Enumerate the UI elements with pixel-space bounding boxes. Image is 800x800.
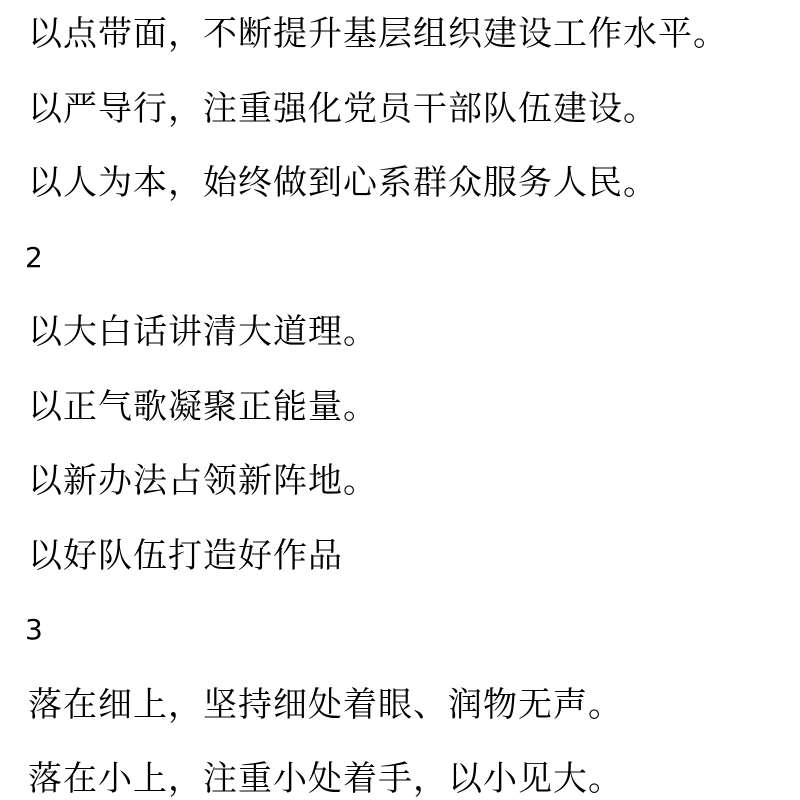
section-number-2: 2 [25,241,44,274]
text-line-base-organization: 以点带面，不断提升基层组织建设工作水平。 [28,14,728,54]
text-line-people-oriented: 以人为本，始终做到心系群众服务人民。 [28,163,658,203]
text-line-focus-details: 落在细上，坚持细处着眼、润物无声。 [28,685,623,725]
text-line-good-team: 以好队伍打造好作品 [28,536,343,576]
text-line-focus-small: 落在小上，注重小处着手，以小见大。 [28,759,623,799]
text-line-plain-talk: 以大白话讲清大道理。 [28,312,378,352]
text-line-positive-energy: 以正气歌凝聚正能量。 [28,387,378,427]
text-line-strict-guidance: 以严导行，注重强化党员干部队伍建设。 [28,89,658,129]
section-number-3: 3 [25,613,44,646]
text-line-new-methods: 以新办法占领新阵地。 [28,461,378,501]
